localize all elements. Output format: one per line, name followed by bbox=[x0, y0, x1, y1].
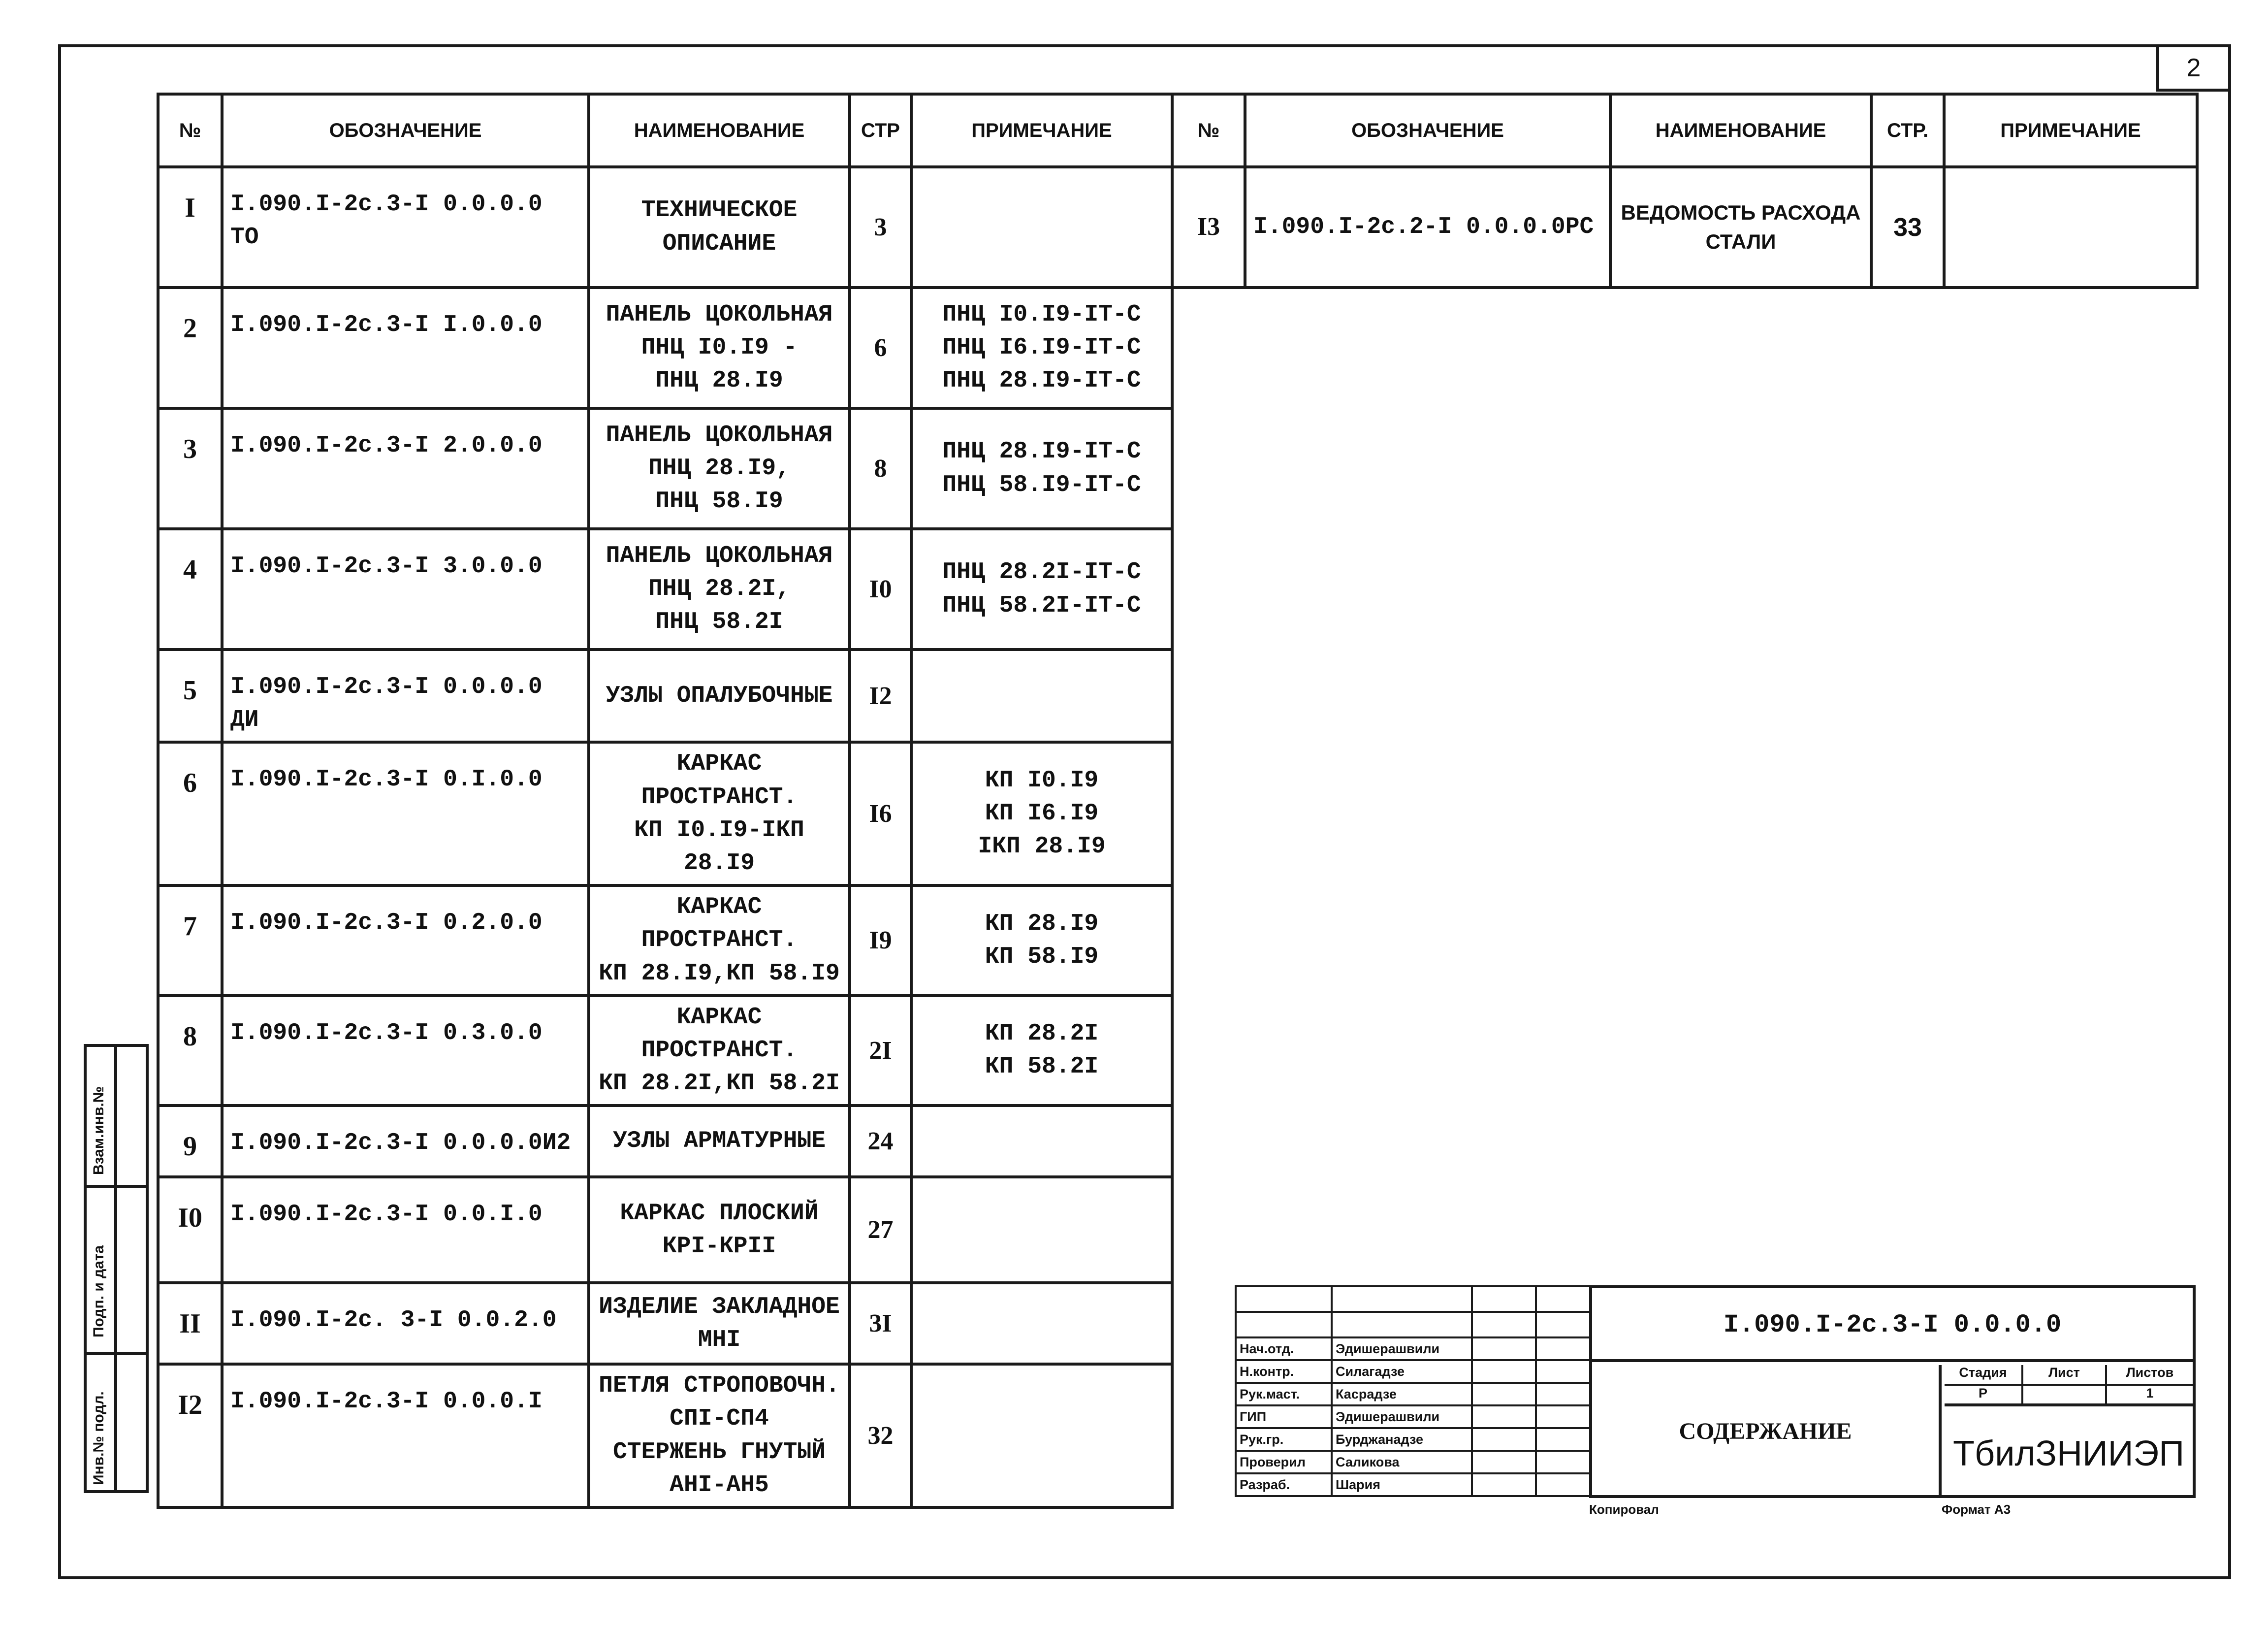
row-note bbox=[911, 529, 1172, 650]
side-stamp-divider bbox=[87, 1185, 146, 1188]
row-name-line: КАРКАС ПРОСТРАНСТ. bbox=[641, 1004, 798, 1064]
row-note bbox=[911, 167, 1172, 288]
row-name-line: ПНЦ 58.2I bbox=[655, 609, 783, 636]
row-designation: I.090.I-2с.3-I 0.0.I.0 bbox=[222, 1177, 589, 1283]
signature-date bbox=[1536, 1405, 1590, 1428]
row-number: 7 bbox=[158, 885, 222, 996]
header-num: № bbox=[158, 94, 222, 167]
row-note-line: IКП 28.I9 bbox=[978, 833, 1106, 860]
row-note-line: КП 28.2I bbox=[985, 1020, 1099, 1047]
signature-date bbox=[1536, 1473, 1590, 1496]
sheets-value: 1 bbox=[2107, 1386, 2193, 1406]
sheets-label: Листов bbox=[2107, 1365, 2193, 1386]
signature-mark bbox=[1472, 1428, 1536, 1451]
row-note-line: ПНЦ 28.I9-IТ-С bbox=[942, 438, 1141, 465]
row-designation: I.090.I-2с.3-I 0.0.0.0 ДИ bbox=[222, 650, 589, 742]
signature-date bbox=[1536, 1383, 1590, 1405]
row-name bbox=[589, 1177, 850, 1283]
signature-role: Нач.отд. bbox=[1236, 1337, 1332, 1360]
row-page: 27 bbox=[850, 1177, 911, 1283]
format-label: Формат А3 bbox=[1942, 1502, 2011, 1517]
side-stamp-divider bbox=[114, 1047, 117, 1490]
row-page: 32 bbox=[850, 1364, 911, 1507]
row-note-line: КП 58.I9 bbox=[985, 943, 1099, 970]
row-name-line: СТЕРЖЕНЬ ГНУТЫЙ bbox=[612, 1438, 826, 1466]
sheet-label: Лист bbox=[2023, 1365, 2107, 1386]
row-page: I9 bbox=[850, 885, 911, 996]
row-page: 3 bbox=[850, 167, 911, 288]
row-name-line: КАРКАС ПЛОСКИЙ bbox=[620, 1200, 819, 1227]
row-page: 2I bbox=[850, 996, 911, 1106]
table-row bbox=[158, 1364, 1172, 1507]
row-designation: I.090.I-2с.3-I 0.3.0.0 bbox=[222, 996, 589, 1106]
row-name-line: УЗЛЫ ОПАЛУБОЧНЫЕ bbox=[606, 682, 833, 709]
signature-role: ГИП bbox=[1236, 1405, 1332, 1428]
copied-label: Копировал bbox=[1589, 1502, 1659, 1517]
row-note-line: ПНЦ 58.2I-IТ-С bbox=[942, 592, 1141, 619]
signature-name: Саликова bbox=[1332, 1451, 1472, 1473]
row-name bbox=[589, 408, 850, 529]
row-number: 5 bbox=[158, 650, 222, 742]
row-note-line: КП I0.I9 bbox=[985, 767, 1099, 794]
row-name-line: МНI bbox=[698, 1326, 741, 1353]
side-stamp-divider bbox=[87, 1352, 146, 1355]
table-row bbox=[158, 1283, 1172, 1364]
row-number: II bbox=[158, 1283, 222, 1364]
row-note bbox=[911, 1364, 1172, 1507]
signature-role: Рук.маст. bbox=[1236, 1383, 1332, 1405]
side-stamp-label: Взам.инв.№ bbox=[91, 1086, 107, 1175]
row-note-line: ПНЦ I6.I9-IТ-С bbox=[942, 334, 1141, 361]
row-name-line: ВЕДОМОСТЬ РАСХОДА bbox=[1621, 200, 1861, 224]
signature-mark bbox=[1472, 1360, 1536, 1383]
document-title: СОДЕРЖАНИЕ bbox=[1679, 1418, 1852, 1444]
signature-mark bbox=[1472, 1451, 1536, 1473]
row-name bbox=[589, 1283, 850, 1364]
signature-rows bbox=[1236, 1337, 1590, 1496]
stage-label: Стадия bbox=[1945, 1365, 2023, 1386]
row-note bbox=[911, 1283, 1172, 1364]
row-name-line: ПАНЕЛЬ ЦОКОЛЬНАЯ bbox=[606, 542, 833, 569]
organization-cell bbox=[1945, 1409, 2193, 1498]
signature-table bbox=[1235, 1285, 1591, 1497]
row-designation: I.090.I-2с.3-I 0.0.0.0 ТО bbox=[222, 167, 589, 288]
table-row bbox=[158, 996, 1172, 1106]
row-name-line: ПАНЕЛЬ ЦОКОЛЬНАЯ bbox=[606, 301, 833, 328]
sheet-number: 2 bbox=[2186, 54, 2201, 82]
signature-name: Бурджанадзе bbox=[1332, 1428, 1472, 1451]
row-note-line: ПНЦ 28.I9-IТ-С bbox=[942, 367, 1141, 394]
row-note bbox=[911, 996, 1172, 1106]
sheet-number-box bbox=[2156, 44, 2231, 92]
row-name-line: УЗЛЫ АРМАТУРНЫЕ bbox=[612, 1128, 826, 1155]
row-note-line: КП 28.I9 bbox=[985, 910, 1099, 937]
signature-date bbox=[1536, 1428, 1590, 1451]
signature-role: Рук.гр. bbox=[1236, 1428, 1332, 1451]
row-name-line: КП 28.I9,КП 58.I9 bbox=[599, 960, 840, 987]
row-note-line: ПНЦ 58.I9-IТ-С bbox=[942, 471, 1141, 498]
table-row bbox=[158, 167, 1172, 288]
row-name-line: ПАНЕЛЬ ЦОКОЛЬНАЯ bbox=[606, 422, 833, 449]
document-code: I.090.I-2с.3-I 0.0.0.0 bbox=[1723, 1310, 2062, 1339]
row-number: 8 bbox=[158, 996, 222, 1106]
title-name-cell bbox=[1592, 1365, 1942, 1498]
row-number: I bbox=[158, 167, 222, 288]
signature-row-empty bbox=[1236, 1312, 1590, 1337]
row-name bbox=[589, 996, 850, 1106]
row-name-line: КП I0.I9-IКП 28.I9 bbox=[634, 816, 804, 877]
row-designation: I.090.I-2с.3-I I.0.0.0 bbox=[222, 288, 589, 408]
organization-name: ТбилЗНИИЭП bbox=[1953, 1434, 2184, 1473]
signature-mark bbox=[1472, 1405, 1536, 1428]
signature-role: Проверил bbox=[1236, 1451, 1332, 1473]
signature-row bbox=[1236, 1451, 1590, 1473]
header-note: ПРИМЕЧАНИЕ bbox=[911, 94, 1172, 167]
signature-name: Эдишерашвили bbox=[1332, 1405, 1472, 1428]
row-note bbox=[911, 288, 1172, 408]
table-row bbox=[1172, 167, 2197, 288]
row-name bbox=[589, 288, 850, 408]
side-stamp bbox=[84, 1044, 149, 1493]
row-designation: I.090.I-2с.2-I 0.0.0.0РС bbox=[1245, 167, 1610, 288]
table-row bbox=[158, 288, 1172, 408]
row-name-line: СПI-СП4 bbox=[670, 1405, 769, 1433]
row-number: I2 bbox=[158, 1364, 222, 1507]
signature-row bbox=[1236, 1383, 1590, 1405]
signature-row bbox=[1236, 1360, 1590, 1383]
row-page: 6 bbox=[850, 288, 911, 408]
row-name-line: ТЕХНИЧЕСКОЕ bbox=[641, 197, 798, 224]
signature-mark bbox=[1472, 1337, 1536, 1360]
row-name-line: ПНЦ 28.2I, bbox=[648, 575, 791, 602]
contents-table-right bbox=[1171, 93, 2199, 289]
row-number: 2 bbox=[158, 288, 222, 408]
row-number: 9 bbox=[158, 1106, 222, 1177]
row-page: I6 bbox=[850, 742, 911, 885]
table-header-row bbox=[158, 94, 1172, 167]
header-page: СТР. bbox=[1871, 94, 1944, 167]
table-row bbox=[158, 650, 1172, 742]
header-designation: ОБОЗНАЧЕНИЕ bbox=[1245, 94, 1610, 167]
row-name-line: ПНЦ 28.I9 bbox=[655, 367, 783, 394]
row-designation: I.090.I-2с.3-I 3.0.0.0 bbox=[222, 529, 589, 650]
row-page: 24 bbox=[850, 1106, 911, 1177]
row-name bbox=[589, 885, 850, 996]
row-name-line: СТАЛИ bbox=[1705, 229, 1776, 253]
row-note bbox=[911, 1106, 1172, 1177]
row-name bbox=[589, 1106, 850, 1177]
stage-table bbox=[1945, 1365, 2193, 1406]
row-name bbox=[589, 1364, 850, 1507]
signature-name: Шария bbox=[1332, 1473, 1472, 1496]
signature-row bbox=[1236, 1337, 1590, 1360]
table-row bbox=[158, 885, 1172, 996]
row-note bbox=[1944, 167, 2197, 288]
row-page: I2 bbox=[850, 650, 911, 742]
signature-row-empty bbox=[1236, 1286, 1590, 1312]
signature-row bbox=[1236, 1473, 1590, 1496]
row-name-line: ОПИСАНИЕ bbox=[662, 230, 776, 257]
table-row bbox=[158, 408, 1172, 529]
row-designation: I.090.I-2с.3-I 0.2.0.0 bbox=[222, 885, 589, 996]
signature-role: Разраб. bbox=[1236, 1473, 1332, 1496]
row-designation: I.090.I-2с.3-I 0.I.0.0 bbox=[222, 742, 589, 885]
side-stamp-label: Инв.№ подл. bbox=[91, 1391, 107, 1485]
signature-name: Эдишерашвили bbox=[1332, 1337, 1472, 1360]
row-name-line: ПНЦ 28.I9, bbox=[648, 455, 791, 482]
header-designation: ОБОЗНАЧЕНИЕ bbox=[222, 94, 589, 167]
table-row bbox=[158, 742, 1172, 885]
signature-date bbox=[1536, 1337, 1590, 1360]
row-name bbox=[589, 529, 850, 650]
row-name-line: ПЕТЛЯ СТРОПОВОЧН. bbox=[599, 1372, 840, 1400]
row-name-line: КП 28.2I,КП 58.2I bbox=[599, 1070, 840, 1097]
signature-mark bbox=[1472, 1383, 1536, 1405]
row-designation: I.090.I-2с. 3-I 0.0.2.0 bbox=[222, 1283, 589, 1364]
row-name-line: КАРКАС ПРОСТРАНСТ. bbox=[641, 750, 798, 811]
signature-date bbox=[1536, 1360, 1590, 1383]
side-stamp-label: Подп. и дата bbox=[91, 1245, 107, 1337]
stage-value: Р bbox=[1945, 1386, 2023, 1406]
row-note bbox=[911, 650, 1172, 742]
row-note bbox=[911, 408, 1172, 529]
signature-row bbox=[1236, 1428, 1590, 1451]
header-page: СТР bbox=[850, 94, 911, 167]
signature-mark bbox=[1472, 1473, 1536, 1496]
row-note bbox=[911, 885, 1172, 996]
row-name bbox=[589, 650, 850, 742]
title-block bbox=[1589, 1285, 2196, 1498]
row-page: 33 bbox=[1871, 167, 1944, 288]
header-name: НАИМЕНОВАНИЕ bbox=[1610, 94, 1871, 167]
row-number: I0 bbox=[158, 1177, 222, 1283]
row-note bbox=[911, 742, 1172, 885]
header-note: ПРИМЕЧАНИЕ bbox=[1944, 94, 2197, 167]
row-number: 4 bbox=[158, 529, 222, 650]
signature-name: Силагадзе bbox=[1332, 1360, 1472, 1383]
row-designation: I.090.I-2с.3-I 2.0.0.0 bbox=[222, 408, 589, 529]
row-page: I0 bbox=[850, 529, 911, 650]
row-name bbox=[1610, 167, 1871, 288]
row-name-line: ПНЦ 58.I9 bbox=[655, 488, 783, 515]
row-number: I3 bbox=[1172, 167, 1245, 288]
contents-rows bbox=[158, 167, 1172, 1507]
row-designation: I.090.I-2с.3-I 0.0.0.0И2 bbox=[222, 1106, 589, 1177]
row-note-line: ПНЦ I0.I9-IТ-С bbox=[942, 301, 1141, 328]
header-num: № bbox=[1172, 94, 1245, 167]
table-row bbox=[158, 529, 1172, 650]
header-name: НАИМЕНОВАНИЕ bbox=[589, 94, 850, 167]
row-name-line: ИЗДЕЛИЕ ЗАКЛАДНОЕ bbox=[599, 1293, 840, 1320]
row-page: 3I bbox=[850, 1283, 911, 1364]
signature-name: Касрадзе bbox=[1332, 1383, 1472, 1405]
row-number: 3 bbox=[158, 408, 222, 529]
row-designation: I.090.I-2с.3-I 0.0.0.I bbox=[222, 1364, 589, 1507]
table-row bbox=[158, 1106, 1172, 1177]
contents-table-left bbox=[157, 93, 1174, 1509]
row-number: 6 bbox=[158, 742, 222, 885]
signature-role: Н.контр. bbox=[1236, 1360, 1332, 1383]
signature-date bbox=[1536, 1451, 1590, 1473]
row-name-line: КРI-КРII bbox=[662, 1233, 776, 1260]
row-note-line: КП 58.2I bbox=[985, 1053, 1099, 1080]
row-page: 8 bbox=[850, 408, 911, 529]
signature-row bbox=[1236, 1405, 1590, 1428]
row-name-line: ПНЦ I0.I9 - bbox=[641, 334, 798, 361]
table-header-row bbox=[1172, 94, 2197, 167]
row-name-line: АНI-АН5 bbox=[670, 1471, 769, 1499]
row-note-line: КП I6.I9 bbox=[985, 800, 1099, 827]
title-code-cell bbox=[1592, 1288, 2193, 1362]
row-note-line: ПНЦ 28.2I-IТ-С bbox=[942, 559, 1141, 586]
row-name-line: КАРКАС ПРОСТРАНСТ. bbox=[641, 894, 798, 954]
row-name bbox=[589, 167, 850, 288]
sheet-value bbox=[2023, 1386, 2107, 1406]
table-row bbox=[158, 1177, 1172, 1283]
row-note bbox=[911, 1177, 1172, 1283]
row-name bbox=[589, 742, 850, 885]
